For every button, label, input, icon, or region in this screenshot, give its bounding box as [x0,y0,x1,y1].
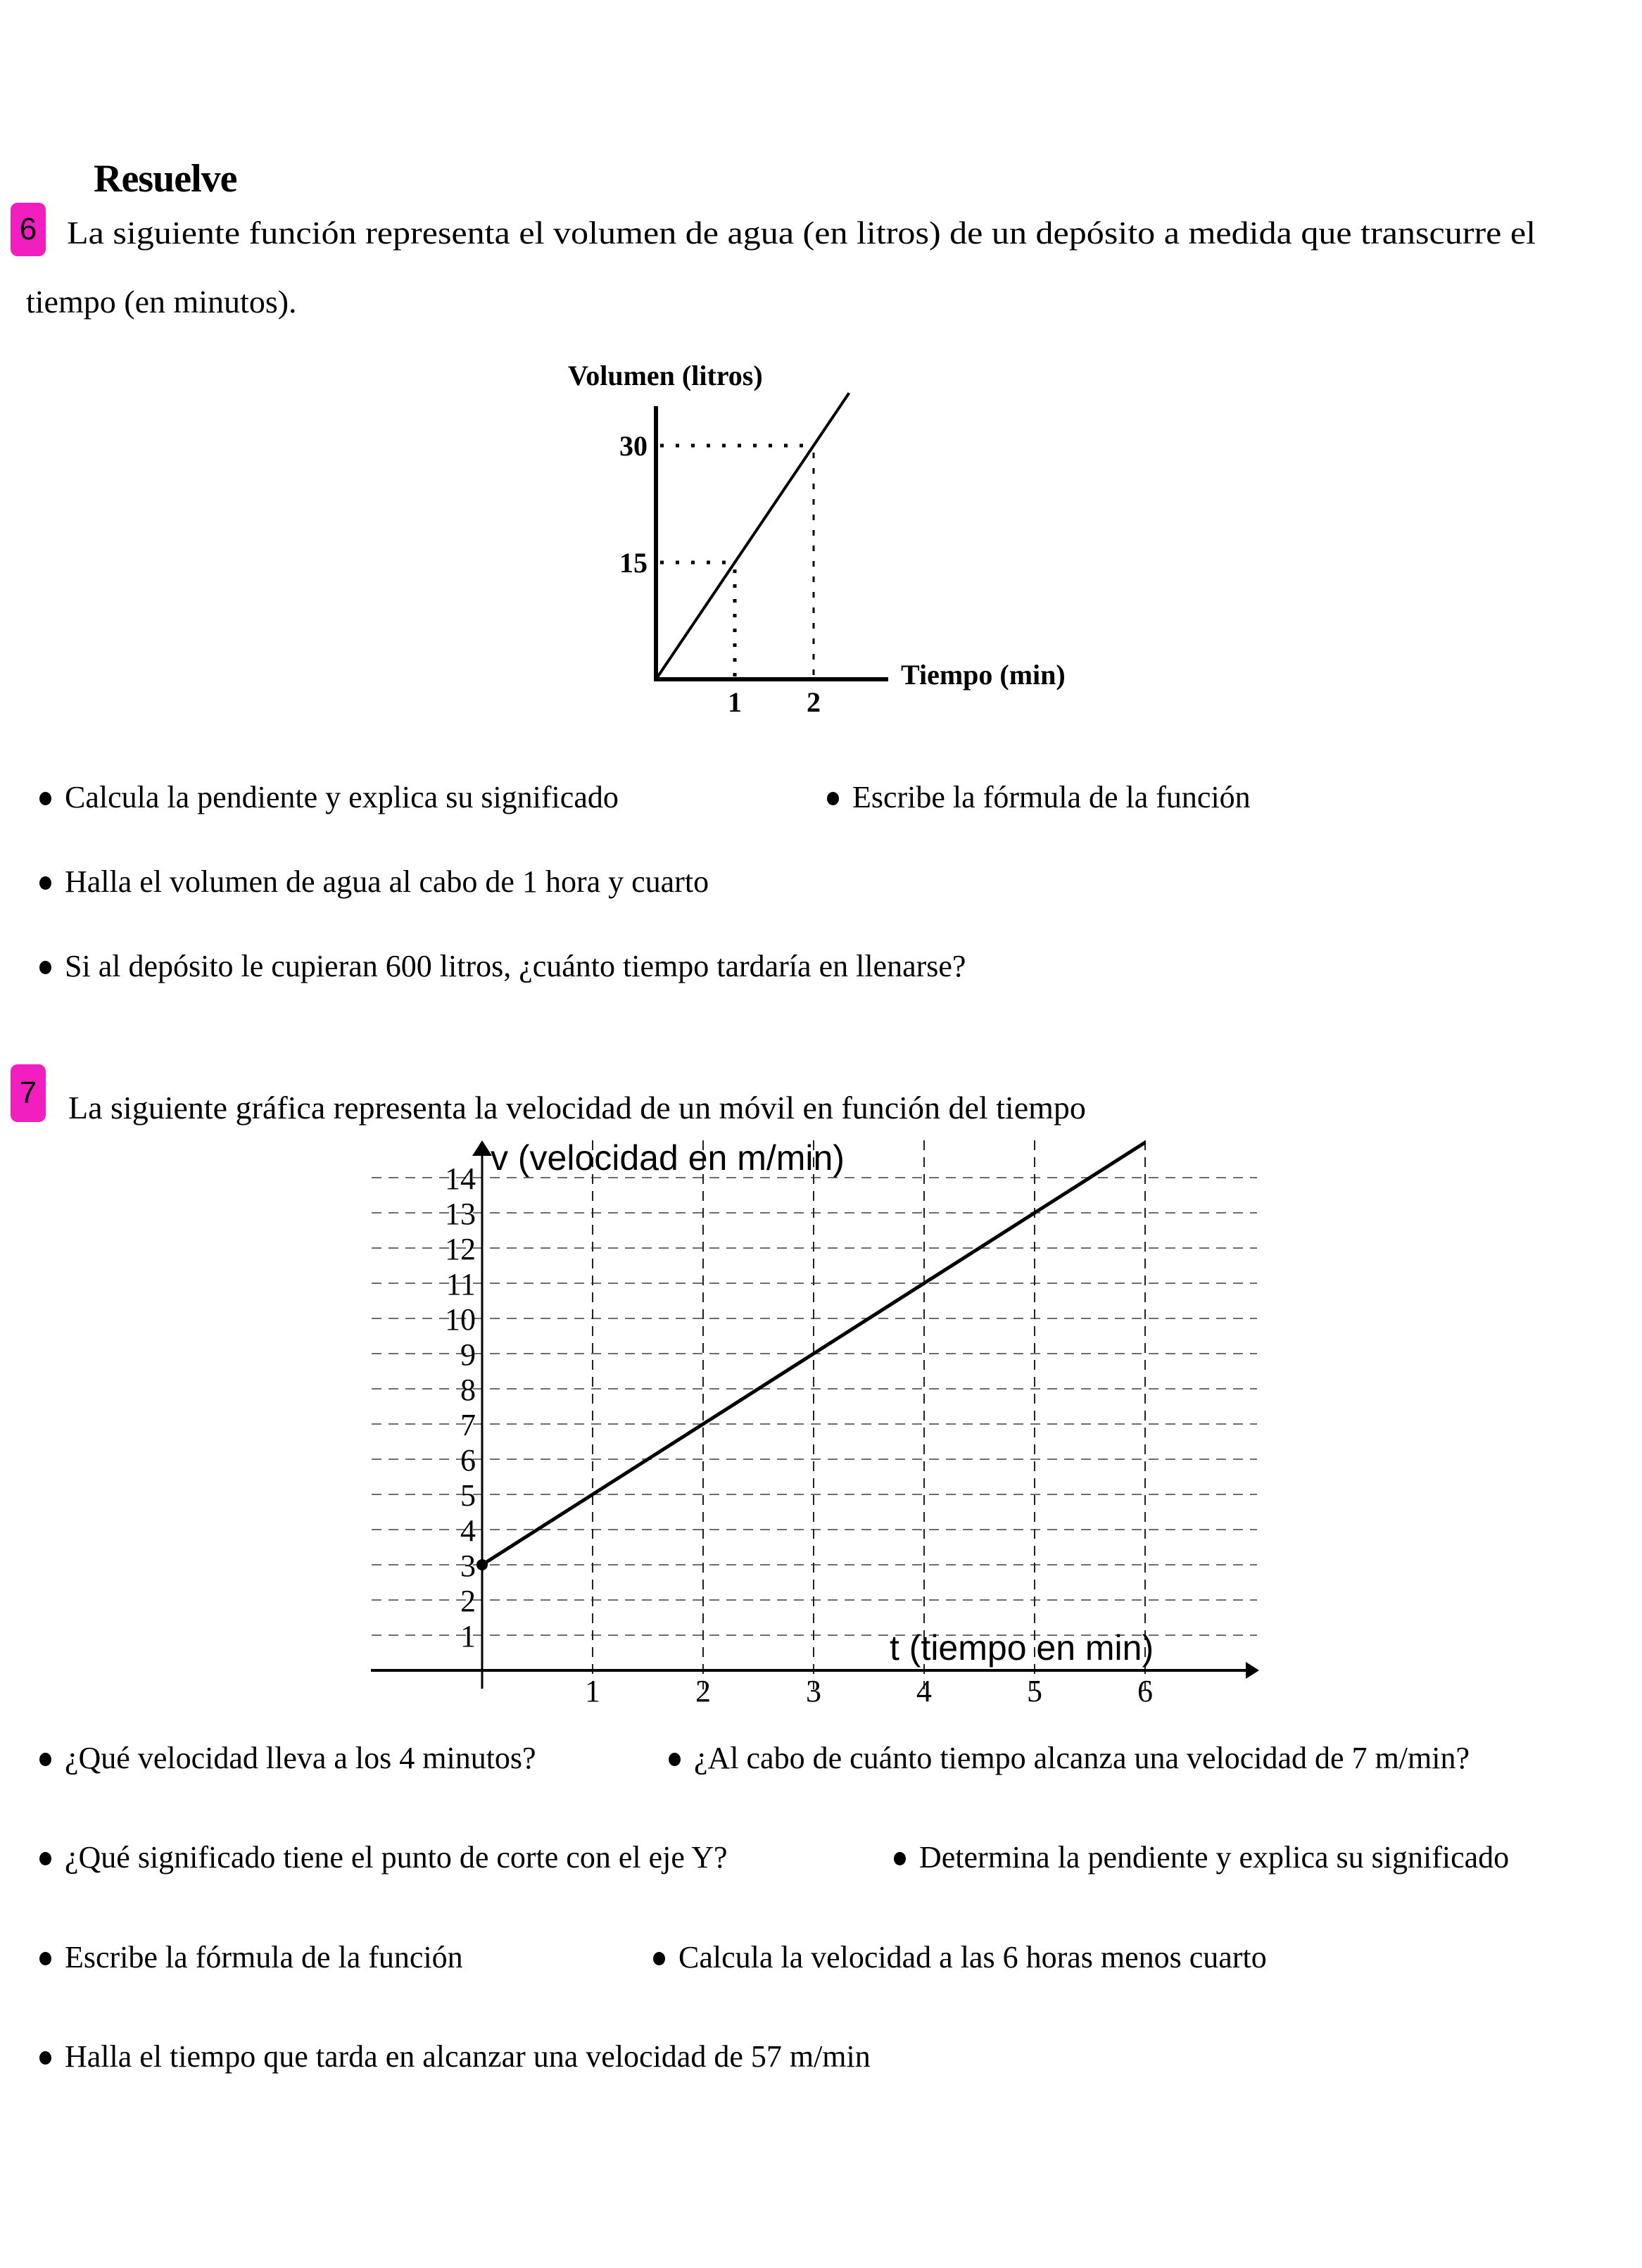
question-7f: Calcula la velocidad a las 6 horas menos cuarto [678,1942,1267,1973]
x-tick-label: 4 [916,1674,932,1708]
page-title: Resuelve [94,157,237,201]
y-tick-label: 12 [445,1232,476,1266]
x-tick-label: 6 [1137,1674,1153,1708]
x-tick-label: 2 [807,686,821,718]
y-tick-label: 3 [460,1549,476,1583]
y-tick-label: 8 [460,1373,476,1407]
bullet-icon [39,1952,51,1965]
x-axis-label: t (tiempo en min) [890,1628,1154,1668]
question-7g: Halla el tiempo que tarda en alcanzar una velocidad de 57 m/min [65,2041,871,2072]
question-7c: ¿Qué significado tiene el punto de corte con el eje Y? [65,1842,728,1873]
y-tick-label: 13 [445,1197,476,1231]
bullet-icon [894,1852,906,1865]
x-axis-label: Tiempo (min) [901,659,1066,691]
exercise-7-number: 7 [19,1076,37,1110]
y-tick-label: 6 [460,1443,476,1478]
x-tick-label: 3 [806,1674,821,1708]
question-6d: Si al depósito le cupieran 600 litros, ¿cuánto tiempo tardaría en llenarse? [65,951,966,982]
exercise-6-statement-continued: tiempo (en minutos). [26,284,297,320]
x-tick-label: 1 [585,1674,600,1708]
bullet-icon [39,1753,51,1766]
exercise-6-statement: La siguiente función representa el volumen de agua (en litros) de un depósito a medida que transcurre el [67,215,1536,251]
tick-labels [445,1161,1153,1708]
question-6b: Escribe la fórmula de la función [852,782,1251,813]
y-tick-label: 4 [460,1513,476,1548]
bullet-icon [653,1952,665,1965]
x-tick-label: 1 [728,686,742,718]
y-tick-label: 14 [445,1161,476,1196]
x-axis-arrow-icon [1246,1662,1259,1679]
x-tick-label: 5 [1027,1674,1042,1708]
x-tick-label: 2 [695,1674,711,1708]
question-7b: ¿Al cabo de cuánto tiempo alcanza una velocidad de 7 m/min? [694,1743,1470,1774]
question-7a: ¿Qué velocidad lleva a los 4 minutos? [65,1743,536,1774]
y-tick-label: 30 [619,430,648,462]
y-axis-arrow-icon [472,1140,492,1156]
y-intercept-point [476,1559,488,1570]
question-6a: Calcula la pendiente y explica su significado [65,782,619,813]
bullet-icon [39,2051,51,2065]
y-tick-label: 11 [446,1267,476,1302]
y-axis-label: Volumen (litros) [568,360,763,391]
y-tick-label: 15 [619,547,648,579]
y-axis-label: v (velocidad en m/min) [491,1138,845,1178]
exercise-7-statement: La siguiente gráfica representa la velocidad de un móvil en función del tiempo [68,1090,1086,1126]
y-tick-label: 9 [460,1337,476,1372]
exercise-6-number: 6 [19,212,37,246]
y-tick-label: 7 [460,1408,476,1442]
y-tick-label: 1 [460,1619,476,1653]
question-6c: Halla el volumen de agua al cabo de 1 hora y cuarto [65,867,709,897]
question-7d: Determina la pendiente y explica su significado [919,1842,1509,1873]
y-tick-label: 10 [445,1302,476,1337]
question-7e: Escribe la fórmula de la función [65,1942,463,1973]
bullet-icon [669,1753,681,1766]
y-tick-label: 2 [460,1584,476,1618]
bullet-icon [39,1852,51,1865]
grid-lines [372,1140,1257,1689]
y-tick-label: 5 [460,1478,476,1513]
